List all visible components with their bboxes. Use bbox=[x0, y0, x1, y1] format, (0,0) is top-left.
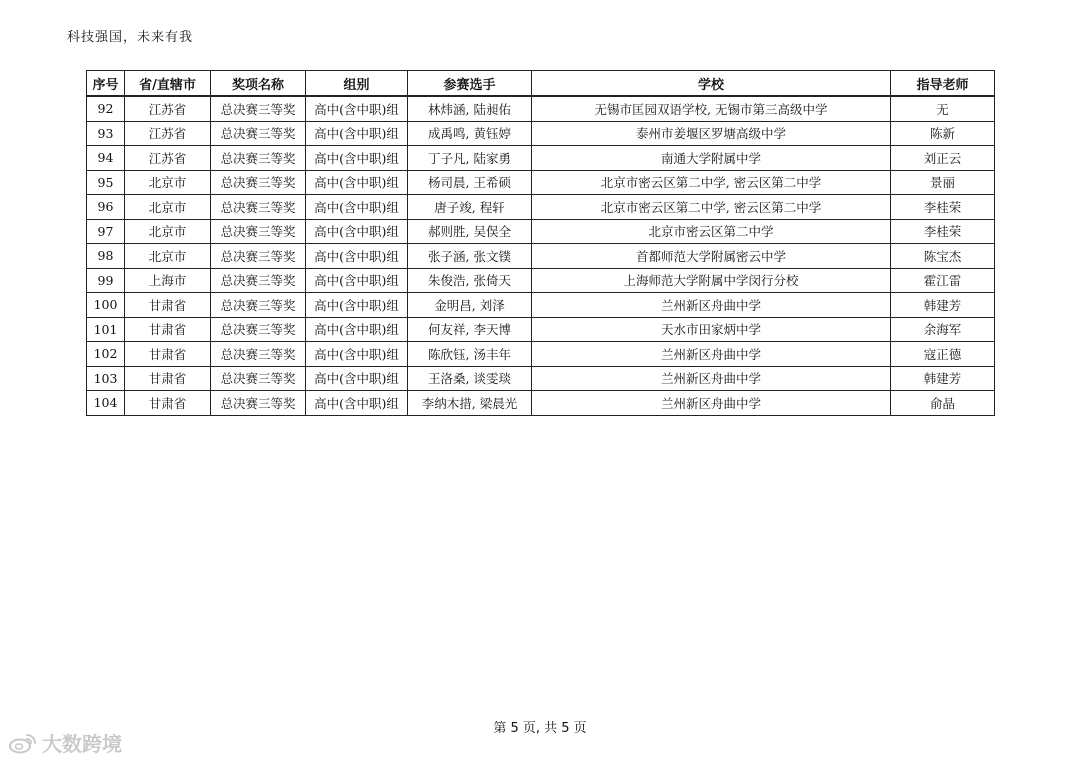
table-row bbox=[87, 391, 995, 416]
table-cell: 成禹鸣, 黄钰婷 bbox=[408, 121, 532, 146]
table-cell: 江苏省 bbox=[125, 121, 211, 146]
table-cell: 100 bbox=[87, 293, 125, 318]
table-row bbox=[87, 219, 995, 244]
table-cell: 总决赛三等奖 bbox=[211, 121, 306, 146]
table-cell: 江苏省 bbox=[125, 96, 211, 121]
table-cell: 93 bbox=[87, 121, 125, 146]
table-cell: 兰州新区舟曲中学 bbox=[532, 293, 891, 318]
table-cell: 高中(含中职)组 bbox=[306, 96, 408, 121]
table-row bbox=[87, 244, 995, 269]
table-cell: 总决赛三等奖 bbox=[211, 391, 306, 416]
table-row bbox=[87, 96, 995, 121]
table-cell: 天水市田家炳中学 bbox=[532, 317, 891, 342]
column-header: 序号 bbox=[87, 71, 125, 97]
table-cell: 总决赛三等奖 bbox=[211, 146, 306, 171]
table-cell: 103 bbox=[87, 366, 125, 391]
table-cell: 王洛桑, 谈雯琰 bbox=[408, 366, 532, 391]
table-cell: 陈新 bbox=[891, 121, 995, 146]
table-row bbox=[87, 293, 995, 318]
table-cell: 甘肃省 bbox=[125, 317, 211, 342]
table-cell: 北京市 bbox=[125, 244, 211, 269]
table-cell: 陈欣钰, 汤丰年 bbox=[408, 342, 532, 367]
table-cell: 无 bbox=[891, 96, 995, 121]
table-cell: 高中(含中职)组 bbox=[306, 293, 408, 318]
table-cell: 总决赛三等奖 bbox=[211, 317, 306, 342]
table-cell: 兰州新区舟曲中学 bbox=[532, 342, 891, 367]
table-cell: 总决赛三等奖 bbox=[211, 293, 306, 318]
table-cell: 总决赛三等奖 bbox=[211, 170, 306, 195]
table-row bbox=[87, 195, 995, 220]
table-cell: 金明昌, 刘泽 bbox=[408, 293, 532, 318]
table-cell: 北京市密云区第二中学, 密云区第二中学 bbox=[532, 170, 891, 195]
table-cell: 总决赛三等奖 bbox=[211, 268, 306, 293]
table-cell: 104 bbox=[87, 391, 125, 416]
table-cell: 丁子凡, 陆家勇 bbox=[408, 146, 532, 171]
table-cell: 上海师范大学附属中学闵行分校 bbox=[532, 268, 891, 293]
table-cell: 霍江雷 bbox=[891, 268, 995, 293]
table-cell: 李桂荣 bbox=[891, 195, 995, 220]
table-cell: 高中(含中职)组 bbox=[306, 195, 408, 220]
table-cell: 高中(含中职)组 bbox=[306, 244, 408, 269]
table-row bbox=[87, 146, 995, 171]
table-cell: 98 bbox=[87, 244, 125, 269]
table-cell: 张子涵, 张文镤 bbox=[408, 244, 532, 269]
table-cell: 北京市 bbox=[125, 195, 211, 220]
table-cell: 96 bbox=[87, 195, 125, 220]
page-number: 第 5 页, 共 5 页 bbox=[493, 721, 587, 736]
table-cell: 高中(含中职)组 bbox=[306, 121, 408, 146]
table-cell: 兰州新区舟曲中学 bbox=[532, 391, 891, 416]
table-cell: 总决赛三等奖 bbox=[211, 342, 306, 367]
table-row bbox=[87, 170, 995, 195]
table-cell: 何友祥, 李天博 bbox=[408, 317, 532, 342]
watermark-text: 大数跨境 bbox=[42, 732, 122, 756]
table-cell: 郝则胜, 吴俣全 bbox=[408, 219, 532, 244]
table-cell: 95 bbox=[87, 170, 125, 195]
column-header: 组别 bbox=[306, 71, 408, 97]
table-row bbox=[87, 317, 995, 342]
column-header: 奖项名称 bbox=[211, 71, 306, 97]
table-cell: 总决赛三等奖 bbox=[211, 219, 306, 244]
weibo-logo-icon bbox=[8, 732, 38, 754]
table-cell: 94 bbox=[87, 146, 125, 171]
table-header-row bbox=[87, 71, 995, 97]
table-cell: 总决赛三等奖 bbox=[211, 244, 306, 269]
table-cell: 甘肃省 bbox=[125, 342, 211, 367]
table-row bbox=[87, 121, 995, 146]
table-cell: 102 bbox=[87, 342, 125, 367]
table-cell: 甘肃省 bbox=[125, 366, 211, 391]
table-cell: 韩建芳 bbox=[891, 366, 995, 391]
table-cell: 朱俊浩, 张倚天 bbox=[408, 268, 532, 293]
table-cell: 无锡市匡园双语学校, 无锡市第三高级中学 bbox=[532, 96, 891, 121]
table-cell: 101 bbox=[87, 317, 125, 342]
table-cell: 总决赛三等奖 bbox=[211, 366, 306, 391]
header-slogan: 科技强国，未来有我 bbox=[67, 30, 194, 45]
table-cell: 余海军 bbox=[891, 317, 995, 342]
table-row bbox=[87, 366, 995, 391]
column-header: 参赛选手 bbox=[408, 71, 532, 97]
table-cell: 刘正云 bbox=[891, 146, 995, 171]
table-cell: 北京市 bbox=[125, 170, 211, 195]
table-cell: 寇正德 bbox=[891, 342, 995, 367]
table-cell: 总决赛三等奖 bbox=[211, 96, 306, 121]
table-cell: 韩建芳 bbox=[891, 293, 995, 318]
table-cell: 景丽 bbox=[891, 170, 995, 195]
column-header: 省/直辖市 bbox=[125, 71, 211, 97]
table-cell: 92 bbox=[87, 96, 125, 121]
table-cell: 江苏省 bbox=[125, 146, 211, 171]
table-cell: 首都师范大学附属密云中学 bbox=[532, 244, 891, 269]
table-cell: 高中(含中职)组 bbox=[306, 170, 408, 195]
column-header: 学校 bbox=[532, 71, 891, 97]
table-cell: 北京市密云区第二中学, 密云区第二中学 bbox=[532, 195, 891, 220]
table-cell: 泰州市姜堰区罗塘高级中学 bbox=[532, 121, 891, 146]
table-cell: 林炜涵, 陆昶佑 bbox=[408, 96, 532, 121]
table-cell: 高中(含中职)组 bbox=[306, 342, 408, 367]
table-cell: 高中(含中职)组 bbox=[306, 146, 408, 171]
table-cell: 高中(含中职)组 bbox=[306, 317, 408, 342]
table-cell: 李纳木措, 梁晨光 bbox=[408, 391, 532, 416]
table-cell: 99 bbox=[87, 268, 125, 293]
table-cell: 97 bbox=[87, 219, 125, 244]
table-cell: 俞晶 bbox=[891, 391, 995, 416]
table-cell: 李桂荣 bbox=[891, 219, 995, 244]
table-cell: 高中(含中职)组 bbox=[306, 366, 408, 391]
table-row bbox=[87, 342, 995, 367]
table-cell: 高中(含中职)组 bbox=[306, 219, 408, 244]
table-cell: 高中(含中职)组 bbox=[306, 391, 408, 416]
table-cell: 上海市 bbox=[125, 268, 211, 293]
column-header: 指导老师 bbox=[891, 71, 995, 97]
table-cell: 甘肃省 bbox=[125, 293, 211, 318]
table-cell: 总决赛三等奖 bbox=[211, 195, 306, 220]
table-cell: 北京市密云区第二中学 bbox=[532, 219, 891, 244]
table-cell: 唐子竣, 程轩 bbox=[408, 195, 532, 220]
awards-table bbox=[86, 70, 995, 416]
table-cell: 北京市 bbox=[125, 219, 211, 244]
table-body bbox=[87, 96, 995, 415]
table-cell: 杨司晨, 王希硕 bbox=[408, 170, 532, 195]
table-cell: 南通大学附属中学 bbox=[532, 146, 891, 171]
table-cell: 高中(含中职)组 bbox=[306, 268, 408, 293]
table-cell: 兰州新区舟曲中学 bbox=[532, 366, 891, 391]
table-row bbox=[87, 268, 995, 293]
watermark bbox=[8, 728, 122, 757]
table-cell: 甘肃省 bbox=[125, 391, 211, 416]
table-cell: 陈宝杰 bbox=[891, 244, 995, 269]
